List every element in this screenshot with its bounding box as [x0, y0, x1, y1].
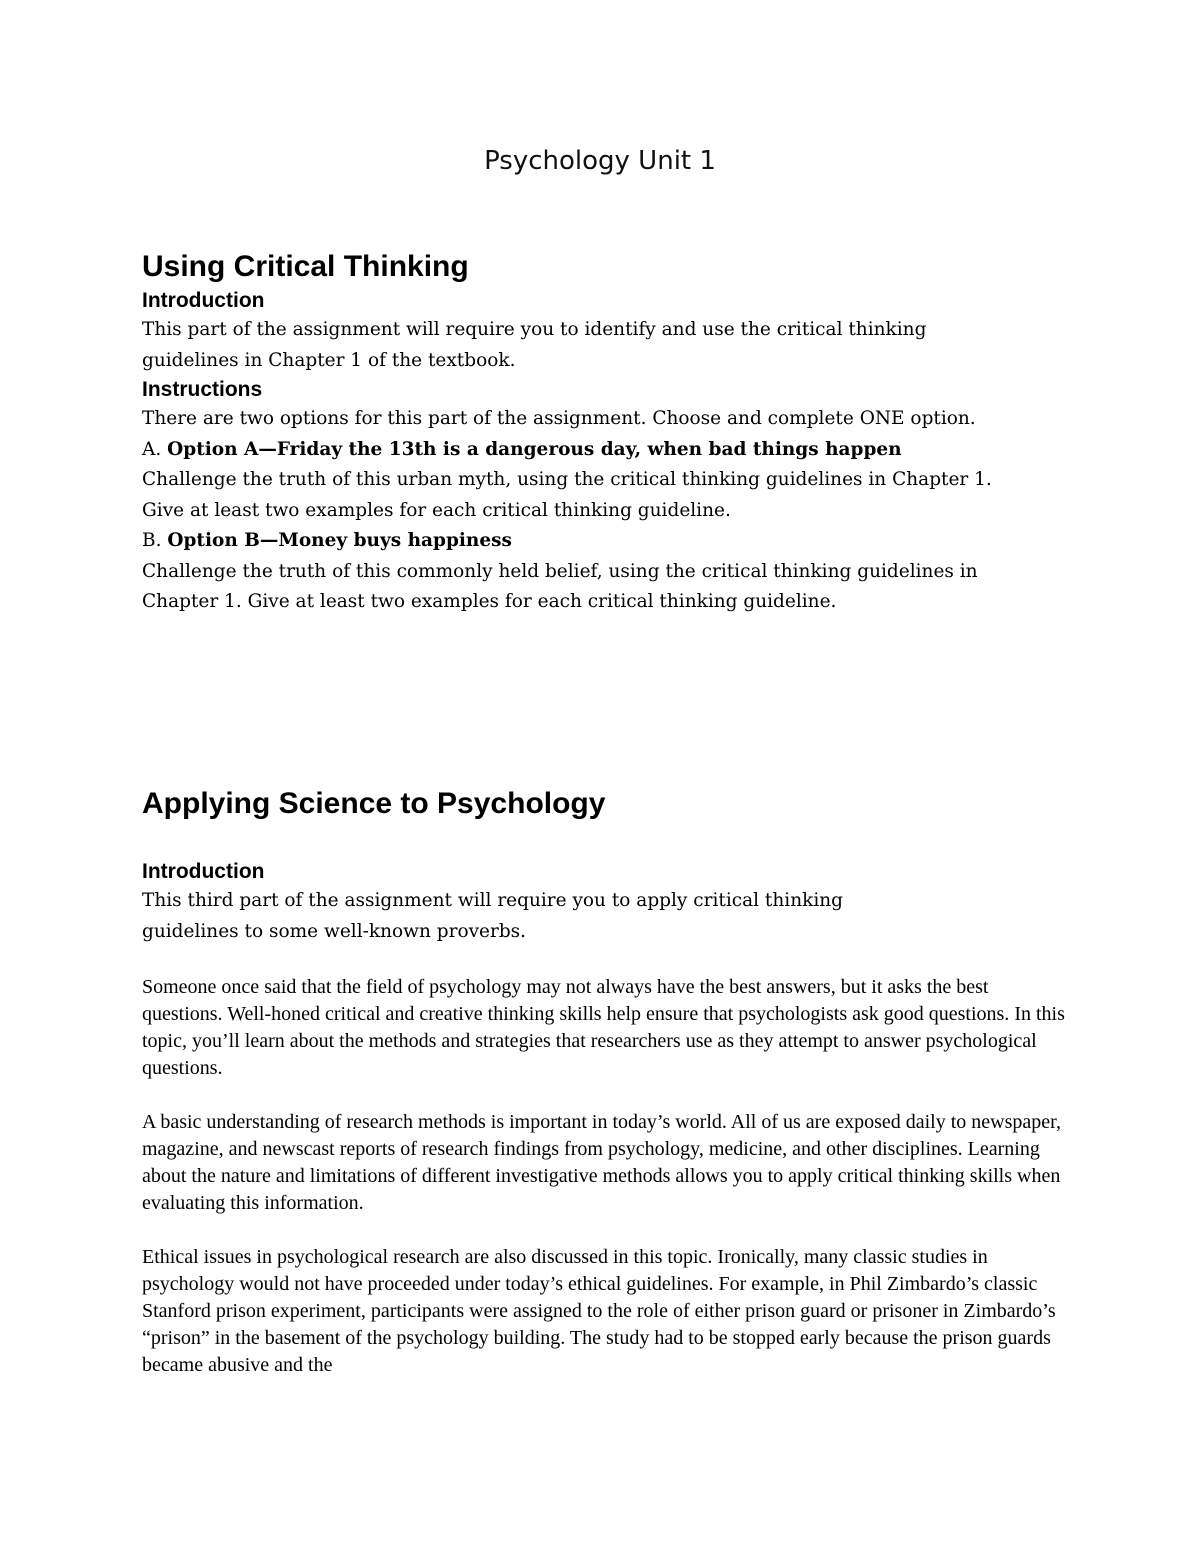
paragraph-gap: [142, 1217, 1072, 1244]
intro-text: This part of the assignment will require you to identify and use the critical thinking guidelines in Chapter 1 of the textbook.: [142, 319, 927, 371]
option-a-title: Option A—Friday the 13th is a dangerous day, when bad things happen: [167, 438, 902, 460]
instructions-heading: Instructions: [142, 378, 263, 401]
section-applying-science: [142, 784, 1072, 1379]
body-paragraph: Someone once said that the field of psychology may not always have the best answers, but it asks the best questions. Well-honed critical and creative thinking skills help ensure that psychologists ask good questions. In this topic, you’ll learn about the methods and strategies that researchers use as they attempt to answer psychological questions.: [142, 976, 1065, 1079]
intro-heading: Introduction: [142, 860, 265, 883]
section-heading: Using Critical Thinking: [142, 250, 469, 283]
option-a-prefix: A.: [142, 438, 162, 460]
intro-heading: Introduction: [142, 289, 265, 312]
body-paragraph: A basic understanding of research methods is important in today’s world. All of us are exposed daily to newspaper, magazine, and newscast reports of research findings from psychology, medicine, and other disciplines. Learning about the nature and limitations of different investigative methods allows you to apply critical thinking skills when evaluating this information.: [142, 1111, 1061, 1214]
option-a-text: Challenge the truth of this urban myth, using the critical thinking guidelines in Chapter 1. Give at least two examples for each critical thinking guideline.: [142, 469, 992, 521]
paragraph-gap: [142, 947, 1072, 974]
paragraph-gap: [142, 1082, 1072, 1109]
option-b-prefix: B.: [142, 530, 162, 551]
option-b-text: Challenge the truth of this commonly held belief, using the critical thinking guidelines in Chapter 1. Give at least two examples for each critical thinking guideline.: [142, 560, 978, 612]
intro-text: This third part of the assignment will require you to apply critical thinking guidelines to some well-known proverbs.: [142, 890, 843, 942]
section-heading: Applying Science to Psychology: [142, 787, 606, 820]
option-a-line: [142, 435, 1002, 466]
document-title: Psychology Unit 1: [484, 146, 716, 176]
section-using-critical-thinking: [142, 247, 1072, 618]
option-b-title: Option B—Money buys happiness: [167, 530, 512, 551]
instructions-text: There are two options for this part of the assignment. Choose and complete ONE option.: [142, 408, 976, 429]
body-paragraph: Ethical issues in psychological research are also discussed in this topic. Ironically, many classic studies in psychology would not have proceeded under today’s ethical guidelines. For example, in Phil Zimbardo’s classic Stanford prison experiment, participants were assigned to the role of either prison guard or prisoner in Zimbardo’s “prison” in the basement of the psychology building. The study had to be stopped early because the prison guards became abusive and the: [142, 1246, 1056, 1376]
option-b-line: [142, 526, 1002, 557]
